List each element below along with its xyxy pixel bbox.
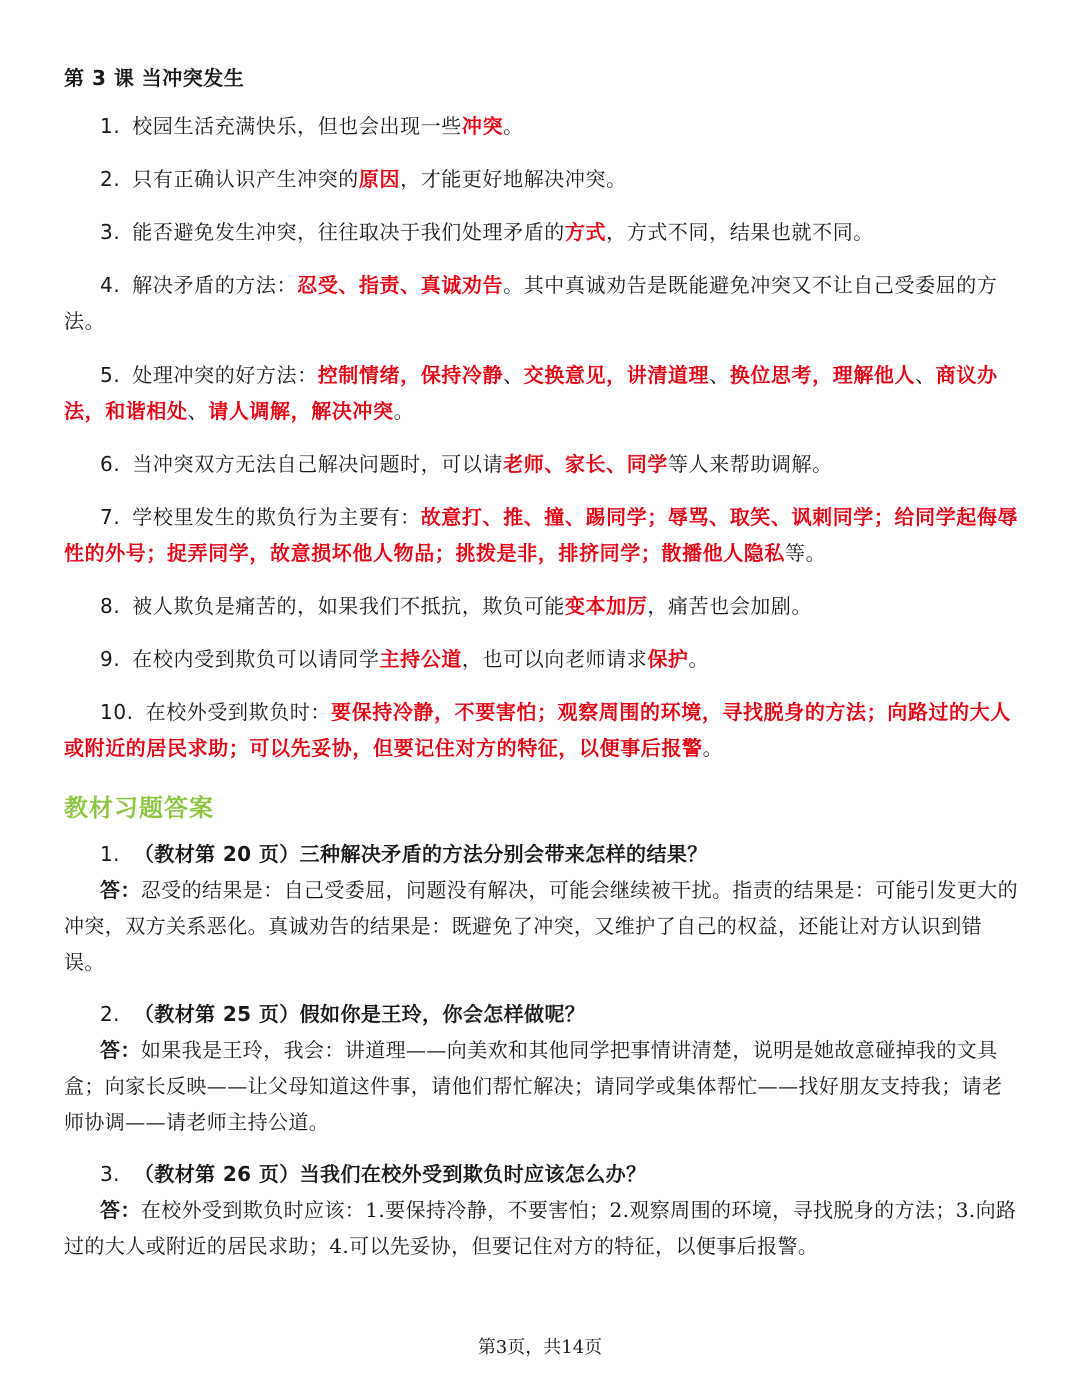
answer-text xyxy=(64,872,1020,980)
highlighted-keyword: 要保持冷静，不要害怕；观察周围的环境，寻找脱身的方法；向路过的大人或附近的居民求助；可以先妥协，但要记住对方的特征，以便事后报警 xyxy=(64,700,1011,760)
point-text-segment: 、 xyxy=(709,363,730,387)
point-number: 6. xyxy=(100,452,121,476)
answer-body: 在校外受到欺负时应该：1.要保持冷静，不要害怕；2.观察周围的环境，寻找脱身的方法；3.向路过的大人或附近的居民求助；4.可以先妥协，但要记住对方的特征，以便事后报警。 xyxy=(64,1198,1017,1258)
point-text-segment: 能否避免发生冲突，往往取决于我们处理矛盾的 xyxy=(132,220,565,244)
point-number: 3. xyxy=(100,220,121,244)
point-text-segment: 。 xyxy=(393,399,415,423)
point-text-segment: 解决矛盾的方法： xyxy=(132,273,298,297)
answer-label: 答： xyxy=(100,878,141,902)
point-item xyxy=(64,588,1020,624)
point-text-segment: 。 xyxy=(702,736,724,760)
highlighted-keyword: 忍受、指责、真诚劝告 xyxy=(297,273,504,297)
point-text xyxy=(132,647,709,671)
answer-text xyxy=(64,1032,1020,1140)
point-text xyxy=(64,505,1018,565)
highlighted-keyword: 老师、家长、同学 xyxy=(503,452,668,476)
question-number: 1. xyxy=(100,842,120,866)
point-number: 9. xyxy=(100,647,121,671)
point-text-segment: 校园生活充满快乐，但也会出现一些 xyxy=(132,114,462,138)
point-item xyxy=(64,446,1020,482)
point-item xyxy=(64,267,1020,339)
point-item xyxy=(64,357,1020,429)
point-number: 4. xyxy=(100,273,121,297)
point-text-segment: ，方式不同，结果也就不同。 xyxy=(606,220,874,244)
question-text: （教材第 20 页）三种解决矛盾的方法分别会带来怎样的结果？ xyxy=(133,842,708,866)
question-line xyxy=(64,836,1020,872)
point-text-segment: 在校外受到欺负时： xyxy=(145,700,332,724)
question-text: （教材第 25 页）假如你是王玲，你会怎样做呢？ xyxy=(133,1002,586,1026)
highlighted-keyword: 换位思考，理解他人 xyxy=(729,363,916,387)
question-text: （教材第 26 页）当我们在校外受到欺负时应该怎么办？ xyxy=(133,1162,647,1186)
lesson-title: 第 3 课 当冲突发生 xyxy=(64,66,245,90)
point-number: 10. xyxy=(100,700,134,724)
answers-section-title: 教材习题答案 xyxy=(64,794,214,822)
question-number: 3. xyxy=(100,1162,120,1186)
highlighted-keyword: 故意打、推、撞、踢同学；辱骂、取笑、讽刺同学；给同学起侮辱性的外号；捉弄同学，故意损坏他人物品；挑拨是非，排挤同学；散播他人隐私 xyxy=(64,505,1019,565)
highlighted-keyword: 商议办法，和谐相处 xyxy=(64,363,998,423)
point-text xyxy=(132,452,832,476)
point-number: 8. xyxy=(100,594,121,618)
highlighted-keyword: 方式 xyxy=(564,220,607,244)
answer-text xyxy=(64,1192,1020,1264)
point-number: 7. xyxy=(100,505,121,529)
point-number: 1. xyxy=(100,114,121,138)
point-text-segment: 等人来帮助调解。 xyxy=(667,452,833,476)
question-block xyxy=(64,1156,1020,1264)
point-item xyxy=(64,641,1020,677)
point-text-segment: 。 xyxy=(688,647,710,671)
answer-label: 答： xyxy=(100,1198,141,1222)
answer-body: 如果我是王玲，我会：讲道理——向美欢和其他同学把事情讲清楚，说明是她故意碰掉我的文具盒；向家长反映——让父母知道这件事，请他们帮忙解决；请同学或集体帮忙——找好朋友支持我；请老师协调——请老师主持公道。 xyxy=(64,1038,1003,1134)
page-footer: 第3页，共14页 xyxy=(477,1337,603,1358)
point-number: 5. xyxy=(100,363,121,387)
point-text xyxy=(64,273,998,333)
point-text-segment: ，才能更好地解决冲突。 xyxy=(400,167,627,191)
question-line xyxy=(64,1156,1020,1192)
question-line xyxy=(64,996,1020,1032)
point-text-segment: ，也可以向老师请求 xyxy=(461,647,648,671)
point-item xyxy=(64,694,1020,766)
point-text xyxy=(64,700,1011,760)
answer-label: 答： xyxy=(100,1038,141,1062)
point-text xyxy=(132,167,626,191)
question-block xyxy=(64,996,1020,1140)
point-text-segment: ，痛苦也会加剧。 xyxy=(647,594,813,618)
answer-body: 忍受的结果是：自己受委屈，问题没有解决，可能会继续被干扰。指责的结果是：可能引发更大的冲突，双方关系恶化。真诚劝告的结果是：既避免了冲突，又维护了自己的权益，还能让对方认识到错误。 xyxy=(64,878,1019,974)
point-text-segment: 学校里发生的欺负行为主要有： xyxy=(132,505,421,529)
point-text-segment: 、 xyxy=(915,363,936,387)
point-text-segment: 只有正确认识产生冲突的 xyxy=(132,167,359,191)
point-item xyxy=(64,214,1020,250)
highlighted-keyword: 请人调解，解决冲突 xyxy=(208,399,394,423)
highlighted-keyword: 主持公道 xyxy=(379,647,462,671)
highlighted-keyword: 交换意见，讲清道理 xyxy=(523,363,710,387)
point-text-segment: 处理冲突的好方法： xyxy=(132,363,318,387)
point-item xyxy=(64,499,1020,571)
point-text xyxy=(132,220,874,244)
point-text xyxy=(132,114,523,138)
point-text-segment: 。其中真诚劝告是既能避免冲突又不让自己受委屈的方法。 xyxy=(64,273,998,333)
point-text-segment: 、 xyxy=(187,399,209,423)
point-text xyxy=(132,594,812,618)
point-text-segment: 当冲突双方无法自己解决问题时，可以请 xyxy=(132,452,504,476)
question-number: 2. xyxy=(100,1002,120,1026)
highlighted-keyword: 控制情绪，保持冷静 xyxy=(317,363,504,387)
question-block xyxy=(64,836,1020,980)
point-text-segment: 。 xyxy=(503,114,524,138)
point-number: 2. xyxy=(100,167,121,191)
point-item xyxy=(64,108,1020,144)
highlighted-keyword: 原因 xyxy=(358,167,401,191)
point-item xyxy=(64,161,1020,197)
point-text-segment: 被人欺负是痛苦的，如果我们不抵抗，欺负可能 xyxy=(132,594,565,618)
point-text xyxy=(64,363,998,423)
point-text-segment: 、 xyxy=(503,363,524,387)
point-text-segment: 在校内受到欺负可以请同学 xyxy=(132,647,380,671)
highlighted-keyword: 变本加厉 xyxy=(564,594,648,618)
highlighted-keyword: 冲突 xyxy=(461,114,504,138)
highlighted-keyword: 保护 xyxy=(647,647,689,671)
point-text-segment: 等。 xyxy=(785,541,827,565)
